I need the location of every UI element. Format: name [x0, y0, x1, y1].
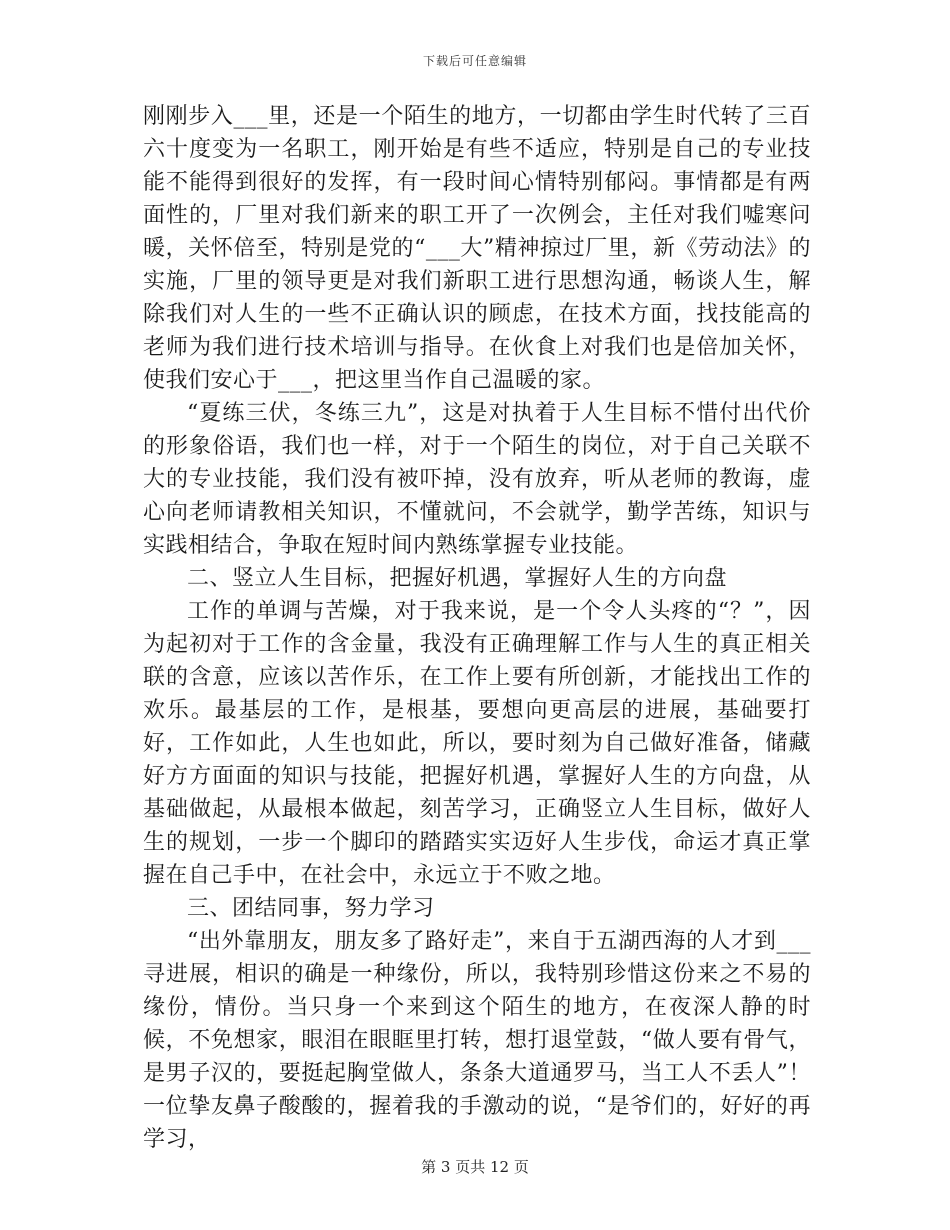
paragraph-2: “夏练三伏，冬练三九”，这是对执着于人生目标不惜付出代价的形象俗语，我们也一样，对于一个陌生的岗位，对于自己关联不大的专业技能，我们没有被吓掉，没有放弃，听从老师的教诲，虚心向老师请教相关知识，不懂就问，不会就学，勤学苦练，知识与实践相结合，争取在短时间内熟练掌握专业技能。	[143, 401, 811, 558]
paragraph-1: 刚刚步入___里，还是一个陌生的地方，一切都由学生时代转了三百六十度变为一名职工，刚开始是有些不适应，特别是自己的专业技能不能得到很好的发挥，有一段时间心情特别郁闷。事情都是有两面性的，厂里对我们新来的职工开了一次例会，主任对我们嘘寒问暖，关怀倍至，特别是党的“___大”精神掠过厂里，新《劳动法》的实施，厂里的领导更是对我们新职工进行思想沟通，畅谈人生，解除我们对人生的一些不正确认识的顾虑，在技术方面，找技能高的老师为我们进行技术培训与指导。在伙食上对我们也是倍加关怀，使我们安心于___，把这里当作自己温暖的家。	[143, 104, 811, 393]
page-number: 第 3 页共 12 页	[421, 1158, 529, 1176]
section-heading-3: 三、团结同事，努力学习	[187, 896, 435, 921]
section-heading-2: 二、竖立人生目标，把握好机遇，掌握好人生的方向盘	[187, 566, 728, 591]
paragraph-4: “出外靠朋友，朋友多了路好走”，来自于五湖西海的人才到___寻进展，相识的确是一种缘份，所以，我特别珍惜这份来之不易的缘份，情份。当只身一个来到这个陌生的地方，在夜深人静的时候，不免想家，眼泪在眼眶里打转，想打退堂鼓，“做人要有骨气，是男子汉的，要挺起胸堂做人，条条大道通罗马，当工人不丢人”！一位挚友鼻子酸酸的，握着我的手激动的说，“是爷们的，好好的再学习，	[143, 929, 811, 1152]
document-body	[143, 100, 811, 1156]
page-header-note: 下载后可任意编辑	[422, 54, 527, 68]
paragraph-3: 工作的单调与苦燥，对于我来说，是一个令人头疼的“？”，因为起初对于工作的含金量，我没有正确理解工作与人生的真正相关联的含意，应该以苦作乐，在工作上要有所创新，才能找出工作的欢乐。最基层的工作，是根基，要想向更高层的进展，基础要打好，工作如此，人生也如此，所以，要时刻为自己做好准备，储藏好方方面面的知识与技能，把握好机遇，掌握好人生的方向盘，从基础做起，从最根本做起，刻苦学习，正确竖立人生目标，做好人生的规划，一步一个脚印的踏踏实实迈好人生步伐，命运才真正掌握在自己手中，在社会中，永远立于不败之地。	[143, 599, 811, 888]
